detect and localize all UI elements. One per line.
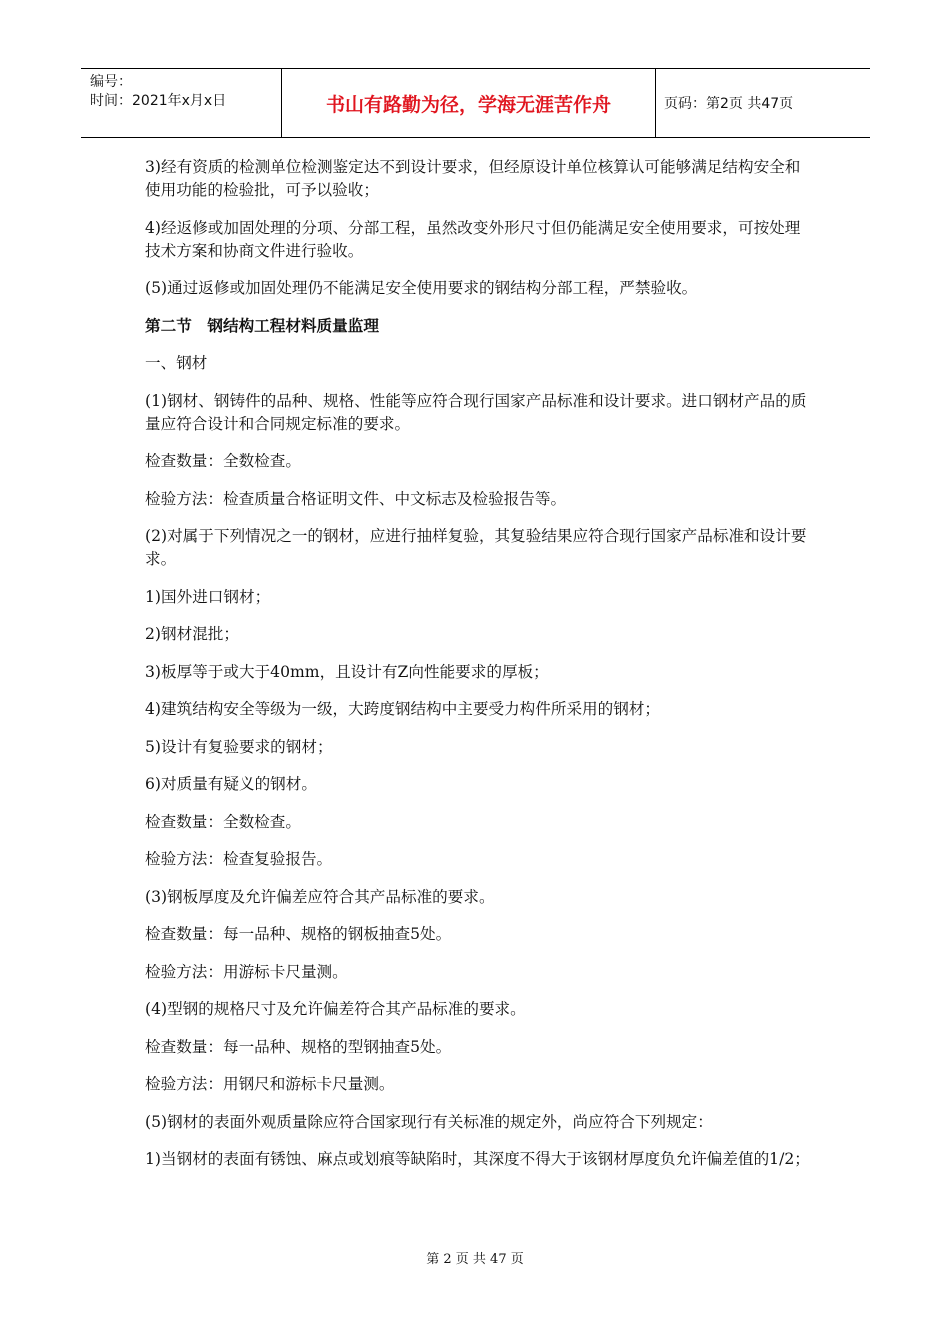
paragraph: 检验方法：检查复验报告。 (145, 850, 333, 868)
paragraph: 一、钢材 (145, 354, 208, 372)
paragraph: 检验方法：用游标卡尺量测。 (145, 962, 348, 981)
paragraph: (2)对属于下列情况之一的钢材，应进行抽样复验，其复验结果应符合现行国家产品标准和设计要求。 (145, 527, 807, 568)
page-header (81, 68, 870, 138)
paragraph: (5)通过返修或加固处理仍不能满足安全使用要求的钢结构分部工程，严禁验收。 (145, 279, 698, 297)
paragraph: 4)经返修或加固处理的分项、分部工程，虽然改变外形尺寸但仍能满足安全使用要求，可按处理技术方案和协商文件进行验收。 (145, 218, 801, 260)
paragraph: 检查数量：全数检查。 (145, 812, 301, 831)
section-heading: 第二节 钢结构工程材料质量监理 (145, 316, 379, 335)
header-page-label: 页码：第2页 共47页 (664, 96, 794, 112)
paragraph: (4)型钢的规格尺寸及允许偏差符合其产品标准的要求。 (145, 1000, 526, 1018)
paragraph: 检验方法：用钢尺和游标卡尺量测。 (145, 1075, 395, 1093)
paragraph: 1)当钢材的表面有锈蚀、麻点或划痕等缺陷时，其深度不得大于该钢材厚度负允许偏差值的1/2； (145, 1150, 810, 1168)
paragraph: 检验方法：检查质量合格证明文件、中文标志及检验报告等。 (145, 489, 567, 508)
serial-label: 编号： (90, 74, 132, 90)
paragraph: 3)经有资质的检测单位检测鉴定达不到设计要求，但经原设计单位核算认可能够满足结构安全和使用功能的检验批，可予以验收； (145, 158, 801, 199)
paragraph: 检查数量：每一品种、规格的钢板抽查5处。 (145, 925, 452, 943)
paragraph: 6)对质量有疑义的钢材。 (145, 775, 317, 793)
header-motto: 书山有路勤为径，学海无涯苦作舟 (282, 69, 656, 137)
paragraph: (5)钢材的表面外观质量除应符合国家现行有关标准的规定外，尚应符合下列规定： (145, 1112, 713, 1131)
date-label: 时间：2021年x月x日 (90, 93, 227, 109)
paragraph: 2)钢材混批； (145, 625, 239, 643)
paragraph: (1)钢材、钢铸件的品种、规格、性能等应符合现行国家产品标准和设计要求。进口钢材产品的质量应符合设计和合同规定标准的要求。 (145, 391, 807, 433)
paragraph: (3)钢板厚度及允许偏差应符合其产品标准的要求。 (145, 887, 495, 906)
paragraph: 4)建筑结构安全等级为一级，大跨度钢结构中主要受力构件所采用的钢材； (145, 700, 661, 718)
paragraph: 3)板厚等于或大于40mm，且设计有Z向性能要求的厚板； (145, 662, 549, 681)
page-footer: 第 2 页 共 47 页 (426, 1252, 524, 1267)
header-meta (81, 69, 282, 137)
paragraph: 1)国外进口钢材； (145, 587, 271, 606)
paragraph: 5)设计有复验要求的钢材； (145, 737, 333, 756)
paragraph: 检查数量：全数检查。 (145, 452, 301, 470)
document-body (145, 156, 815, 1186)
paragraph: 检查数量：每一品种、规格的型钢抽查5处。 (145, 1037, 452, 1056)
